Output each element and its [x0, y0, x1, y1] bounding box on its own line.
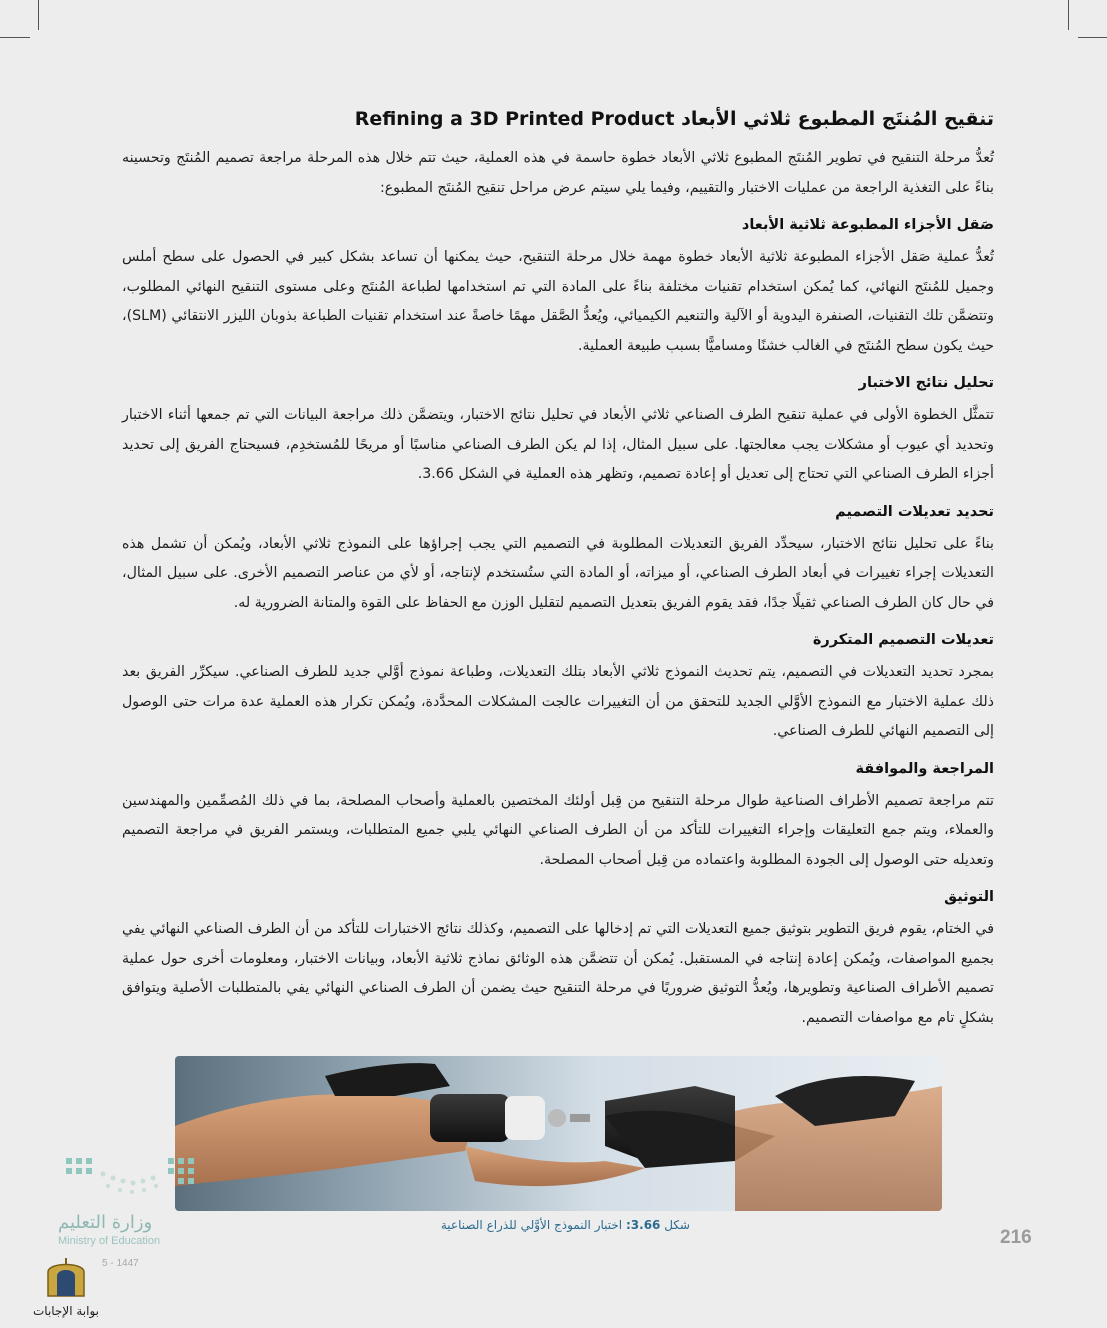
- ministry-dots-icon: [58, 1150, 208, 1200]
- section-heading-polishing: صَقل الأجزاء المطبوعة ثلاثية الأبعاد: [741, 217, 994, 233]
- ministry-name-arabic: وزارة التعليم: [58, 1212, 153, 1233]
- crop-mark-top-right: [1078, 37, 1107, 38]
- page-content: [122, 108, 994, 1041]
- section-heading-design-changes: تحديد تعديلات التصميم: [835, 503, 994, 520]
- crop-mark-right: [1068, 0, 1069, 30]
- ministry-name-english: Ministry of Education: [58, 1235, 161, 1247]
- section-heading-documentation: التوثيق: [944, 889, 994, 905]
- prosthetic-arm-illustration: [175, 1056, 942, 1211]
- crop-mark-top-left: [0, 37, 30, 38]
- figure-caption-prefix: شكل: [664, 1218, 690, 1232]
- intro-paragraph: تُعدُّ مرحلة التنقيح في تطوير المُنتَج المطبوع ثلاثي الأبعاد خطوة حاسمة في هذه العملية، حيث تتم خلال هذه المرحلة مراجعة تصميم المُنتَج وتحسينه بناءً على التغذية الراجعة من عمليات الاختبار والتقييم، وفيما يلي سيتم عرض مراحل تنقيح المُنتَج المطبوع:: [122, 150, 994, 196]
- section-heading-review-approval: المراجعة والموافقة: [855, 760, 994, 777]
- page-title: تنقيح المُنتَج المطبوع ثلاثي الأبعاد Refining a 3D Printed Product: [354, 108, 994, 130]
- portal-label: بوابة الإجابات: [32, 1304, 99, 1318]
- answers-portal-logo[interactable]: [30, 1256, 102, 1318]
- section-body-design-changes: بناءً على تحليل نتائج الاختبار، سيحدِّد الفريق التعديلات المطلوبة في التصميم التي يجب إجراؤها على النموذج ثلاثي الأبعاد، ويُمكن أن تشمل هذه التعديلات إجراء تغييرات في أبعاد الطرف الصناعي، أو ميزاته، أو المادة التي ستُستخدم لإنتاجه، أو لأي من عناصر التصميم الأخرى. على سبيل المثال، في حال كان الطرف الصناعي ثقيلًا جدًا، فقد يقوم الفريق بتعديل التصميم لتقليل الوزن مع الحفاظ على القوة والمتانة الضرورية له.: [122, 535, 994, 611]
- figure-caption: شكل 3.66: اختبار النموذج الأوَّلي للذراع الصناعية: [440, 1218, 690, 1232]
- edition-year: 5 - 1447: [102, 1258, 139, 1269]
- section-body-polishing: تُعدُّ عملية صَقل الأجزاء المطبوعة ثلاثية الأبعاد خطوة مهمة خلال مرحلة التنقيح، حيث يمكنها أن تساعد بشكل كبير في الحصول على سطح أملس وجميل للمُنتَج النهائي، كما يُمكن استخدام تقنيات مختلفة بناءً على المادة التي تم استخدامها لطباعة المُنتَج وعلى مستوى التنقيح النهائي المطلوب، وتتضمَّن تلك التقنيات، الصنفرة اليدوية أو الآلية والتنعيم الكيميائي، ويُعدُّ الصَّقل مهمًا خاصةً عند استخدام تقنيات الطباعة بذوبان الليزر الانتقائي (SLM)، حيث يكون سطح المُنتَج في الغالب خشنًا ومساميًّا بسبب طبيعة العملية.: [122, 249, 994, 354]
- section-body-iterative-changes: بمجرد تحديد التعديلات في التصميم، يتم تحديث النموذج ثلاثي الأبعاد بتلك التعديلات، وطباعة نموذج أوَّلي جديد للطرف الصناعي. سيكرِّر الفريق بعد ذلك عملية الاختبار مع النموذج الأوَّلي الجديد للتحقق من أن التغييرات عالجت المشكلات المحدَّدة، ويُمكن تكرار هذه العملية عدة مرات حتى الوصول إلى التصميم النهائي للطرف الصناعي.: [122, 664, 994, 739]
- portal-building-icon: [44, 1256, 88, 1298]
- section-heading-iterative-changes: تعديلات التصميم المتكررة: [812, 632, 994, 648]
- crop-mark-left: [38, 0, 39, 30]
- section-heading-test-analysis: تحليل نتائج الاختبار: [858, 375, 994, 391]
- section-body-documentation: في الختام، يقوم فريق التطوير بتوثيق جميع التعديلات التي تم إدخالها على التصميم، وكذلك نتائج الاختبارات للتأكد من أن الطرف الصناعي النهائي يفي بجميع المواصفات، ويُمكن إعادة إنتاجه في المستقبل. يُمكن أن تتضمَّن هذه الوثائق نماذج ثلاثية الأبعاد، وبيانات الاختبار، ومعلومات أخرى حول عملية تصميم الأطراف الصناعية وتطويرها، ويُعدُّ التوثيق ضروريًا في مرحلة التنقيح حيث يضمن أن الطرف الصناعي النهائي يفي بالمتطلبات الأصلية ويتوافق بشكلٍ تام مع مواصفات التصميم.: [122, 921, 994, 1026]
- figure-caption-number: 3.66: [630, 1218, 661, 1232]
- figure-prosthetic-arm-photo: [175, 1056, 942, 1211]
- ministry-logo: [58, 1150, 208, 1247]
- section-body-test-analysis: تتمثَّل الخطوة الأولى في عملية تنقيح الطرف الصناعي ثلاثي الأبعاد في تحليل نتائج الاختبار، ويتضمَّن ذلك مراجعة البيانات التي تم جمعها أثناء الاختبار وتحديد أي عيوب أو مشكلات يجب معالجتها. على سبيل المثال، إذا لم يكن الطرف الصناعي مناسبًا أو مريحًا للمُستخدِم، فسيحتاج الفريق إلى تحديد أجزاء الطرف الصناعي التي تحتاج إلى تعديل أو إعادة تصميم، وتظهر هذه العملية في الشكل 3.66.: [122, 407, 994, 482]
- section-body-review-approval: تتم مراجعة تصميم الأطراف الصناعية طوال مرحلة التنقيح من قِبل أولئك المختصين بالعملية وأصحاب المصلحة، بما في ذلك المُصمِّمين والمهندسين والعملاء، ويتم جمع التعليقات وإجراء التغييرات للتأكد من أن الطرف الصناعي النهائي يلبي جميع المتطلبات، ويستمر الفريق في مراجعة التصميم وتعديله حتى الوصول إلى الجودة المطلوبة واعتماده من قِبل أصحاب المصلحة.: [122, 792, 994, 868]
- figure-caption-text: اختبار النموذج الأوَّلي للذراع الصناعية: [440, 1218, 623, 1232]
- page-number: 216: [1000, 1227, 1032, 1248]
